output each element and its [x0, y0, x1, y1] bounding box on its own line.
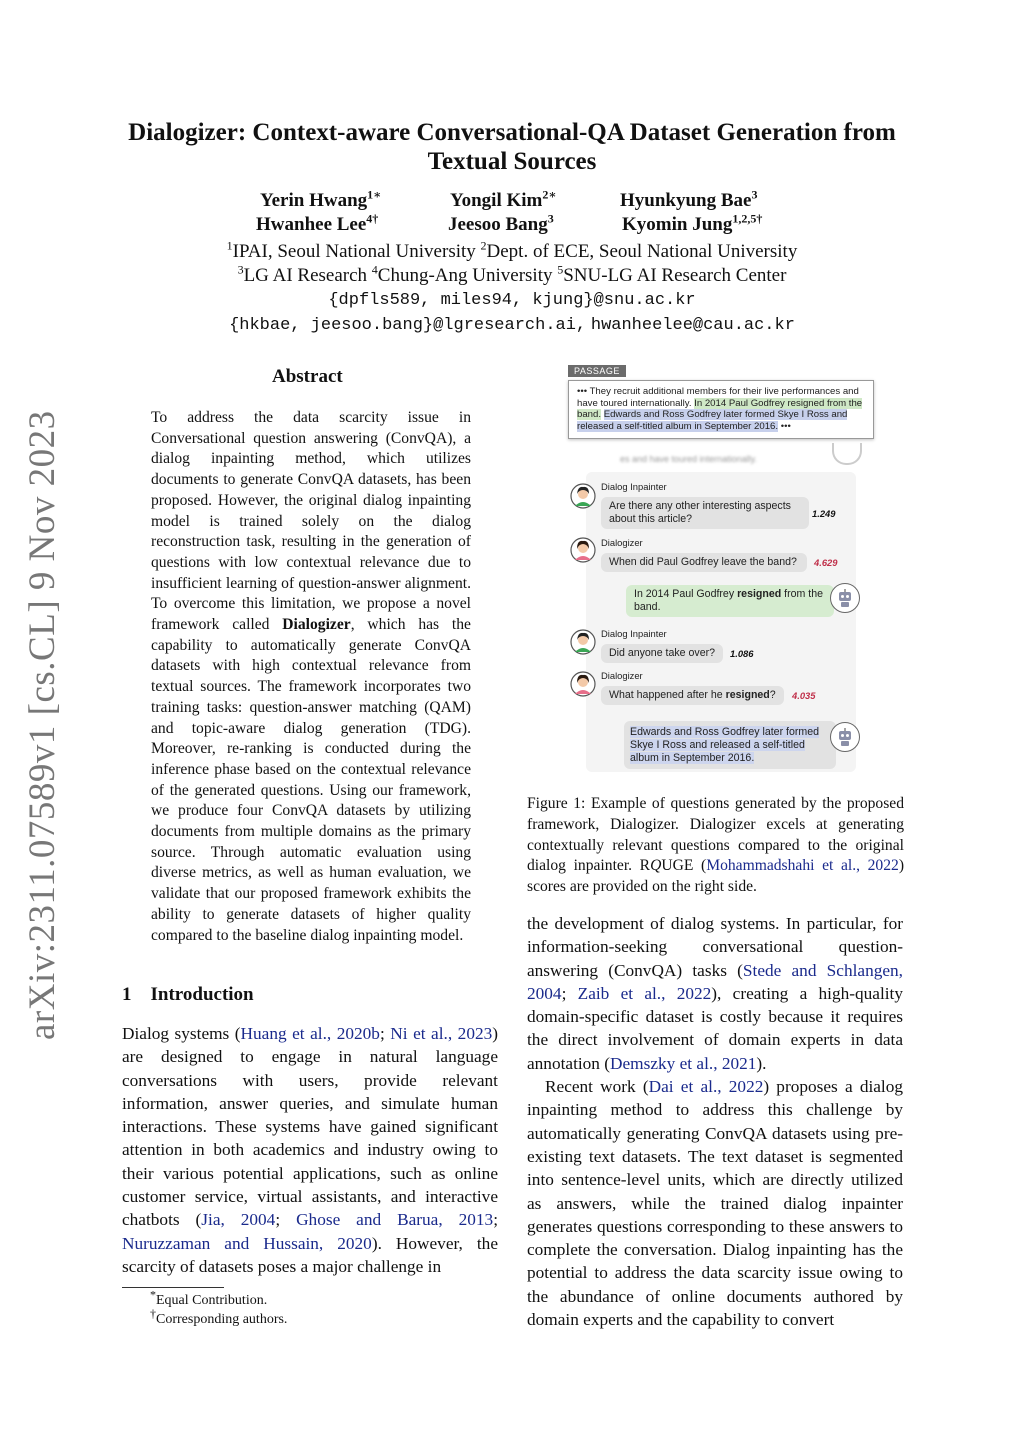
citation-link[interactable]: Ghose and Barua, 2013 [296, 1210, 494, 1230]
intro-paragraph-continued [527, 912, 903, 1331]
citation-link[interactable]: Stede and Schlangen, 2004 [527, 960, 903, 1003]
author: Hwanhee Lee$^{4\dagger}$ [256, 211, 379, 235]
user-avatar-icon [570, 483, 596, 509]
author: Hyunkyung Bae$^3$ [620, 187, 758, 211]
question-bubble: Did anyone take over? [601, 644, 723, 663]
paragraph: Recent work (Dai et al., 2022) proposes a dialog inpainting method to address this challenge by automatically generating ConvQA datasets using pre-existing text datasets. The text dataset is segmented into sentence-level units, which are directly utilized as answers, while the trained dialog inpainter generates questions corresponding to these answers to complete the conversation. Dialog inpainting has the potential to address the data scarcity issue owing to the abundance of online documents authored by domain experts and the capability to convert [527, 1077, 904, 1330]
footnote-1: *Equal Contribution. [150, 1287, 268, 1308]
citation-link[interactable]: Dai et al., 2022 [648, 1077, 764, 1097]
turn-label: Dialog Inpainter [601, 628, 667, 639]
email-line-1: {dpfls589, miles94, kjung}@snu.ac.kr [328, 291, 696, 310]
highlight-blue: Edwards and Ross Godfrey later formed Skye I Ross and released a self-titled album in September 2016. [630, 726, 820, 764]
question-bubble: What happened after he resigned? [601, 686, 784, 705]
highlight-blue: Edwards and Ross Godfrey later formed Skye I Ross and released a self-titled album in September 2016. [577, 409, 848, 432]
footnote-rule [122, 1287, 224, 1288]
rquge-score: 4.035 [792, 690, 816, 701]
user-avatar-icon [570, 537, 596, 563]
ellipsis: ••• [577, 386, 588, 397]
passage-box: ••• They recruit additional members for their live performances and have toured internationally. In 2014 Paul Godfrey resigned from the band. Edwards and Ross Godfrey later formed Skye I Ross and released a self-titled album in September 2016. ••• [568, 380, 874, 439]
paragraph: the development of dialog systems. In particular, for information-seeking conversational question-answering (ConvQA) tasks (Stede and Schlangen, 2004; Zaib et al., 2022), creating a high-quality domain-specific dataset is costly because it requires the direct involvement of domain experts in data annotation (Demszky et al., 2021). [527, 914, 903, 1073]
rquge-score: 4.629 [814, 557, 838, 568]
robot-icon [830, 722, 860, 752]
abstract-text: To address the data scarcity issue in Conversational question answering (ConvQA), a dialog inpainting method, which utilizes documents to generate ConvQA datasets, has been proposed. However, the original dialog inpainting model is trained solely on the dialog reconstruction task, resulting in the generation of questions with low contextual relevance due to insufficient learning of question-answer alignment. To overcome this limitation, we propose a novel framework called Dialogizer, which has the capability to automatically generate ConvQA datasets with high contextual relevance from textual sources. The framework incorporates two training tasks: question-answer matching (QAM) and topic-aware dialog generation (TDG). Moreover, re-ranking is conducted during the inference phase based on the contextual relevance of the generated questions. Using our framework, we produce four ConvQA datasets by utilizing documents from multiple domains as the primary source. Through automatic evaluation using diverse metrics, as well as human evaluation, we validate that our proposed framework exhibits the ability to generate datasets of higher quality compared to the baseline dialog inpainting model. [151, 409, 471, 944]
section-heading: 1 Introduction [122, 984, 254, 1005]
passage-tag: PASSAGE [568, 365, 626, 377]
question-bubble: Are there any other interesting aspects about this article? [601, 497, 809, 529]
author: Kyomin Jung$^{1,2,5\dagger}$ [622, 211, 763, 235]
intro-paragraph: Dialog systems (Huang et al., 2020b; Ni et al., 2023) are designed to engage in natural language conversations with users, provide relevant information, answer queries, and simulate human interactions. These systems have gained significant attention in both academics and industry owing to their various potential applications, such as online customer service, virtual assistants, and interactive chatbots (Jia, 2004; Ghose and Barua, 2013; Nuruzzaman and Hussain, 2020). However, the scarcity of datasets poses a major challenge in [122, 1024, 499, 1276]
citation-link[interactable]: Jia, 2004 [201, 1210, 276, 1230]
citation-link[interactable]: Zaib et al., 2022 [577, 983, 712, 1003]
turn-label: Dialog Inpainter [601, 481, 667, 492]
citation-link[interactable]: Ni et al., 2023 [390, 1024, 493, 1043]
rquge-score: 1.249 [812, 508, 836, 519]
user-avatar-icon [570, 671, 596, 697]
blurred-passage-text: es and have toured internationally. [620, 454, 757, 464]
figure-caption: Figure 1: Example of questions generated by the proposed framework, Dialogizer. Dialogizer excels at generating contextually relevant questions compared to the original dialog inpainter. RQUGE (Mohammadshahi et al., 2022) scores are provided on the right side. [527, 795, 905, 896]
user-avatar-icon [570, 629, 596, 655]
author: Jeesoo Bang$^3$ [448, 211, 554, 235]
email-line-2: {hkbae, jeesoo.bang}@lgresearch.ai, hwanheelee@cau.ac.kr [229, 316, 795, 335]
footnote-2: †Corresponding authors. [150, 1306, 288, 1327]
rquge-score: 1.086 [730, 648, 754, 659]
citation-link[interactable]: Mohammadshahi et al., 2022 [706, 857, 899, 875]
abstract-heading: Abstract [272, 366, 343, 387]
author: Yerin Hwang$^{1∗}$ [260, 187, 382, 211]
robot-icon [830, 583, 860, 613]
citation-link[interactable]: Demszky et al., 2021 [610, 1053, 757, 1073]
citation-link[interactable]: Huang et al., 2020b [240, 1024, 380, 1043]
question-bubble: When did Paul Godfrey leave the band? [601, 553, 807, 572]
turn-label: Dialogizer [601, 537, 643, 548]
blurred-robot-icon [832, 443, 862, 465]
author: Yongil Kim$^{2∗}$ [450, 187, 557, 211]
affiliations-line-1: $^1$IPAI, Seoul National University $^2$Dept. of ECE, Seoul National University [226, 238, 798, 262]
citation-link[interactable]: Nuruzzaman and Hussain, 2020 [122, 1233, 372, 1253]
affiliations-line-2: $^3$LG AI Research $^4$Chung-Ang University $^5$SNU-LG AI Research Center [237, 262, 787, 286]
turn-label: Dialogizer [601, 670, 643, 681]
arxiv-identifier: arXiv:2311.07589v1 [cs.CL] 9 Nov 2023 [22, 410, 63, 1040]
answer-bubble [624, 721, 836, 769]
answer-bubble: In 2014 Paul Godfrey resigned from the band. [626, 585, 834, 617]
highlight-green: In 2014 Paul Godfrey resigned from the band. [577, 397, 863, 421]
figure-1 [568, 365, 868, 780]
paper-title: Dialogizer: Context-aware Conversational-QA Dataset Generation from Textual Sources [128, 119, 896, 175]
